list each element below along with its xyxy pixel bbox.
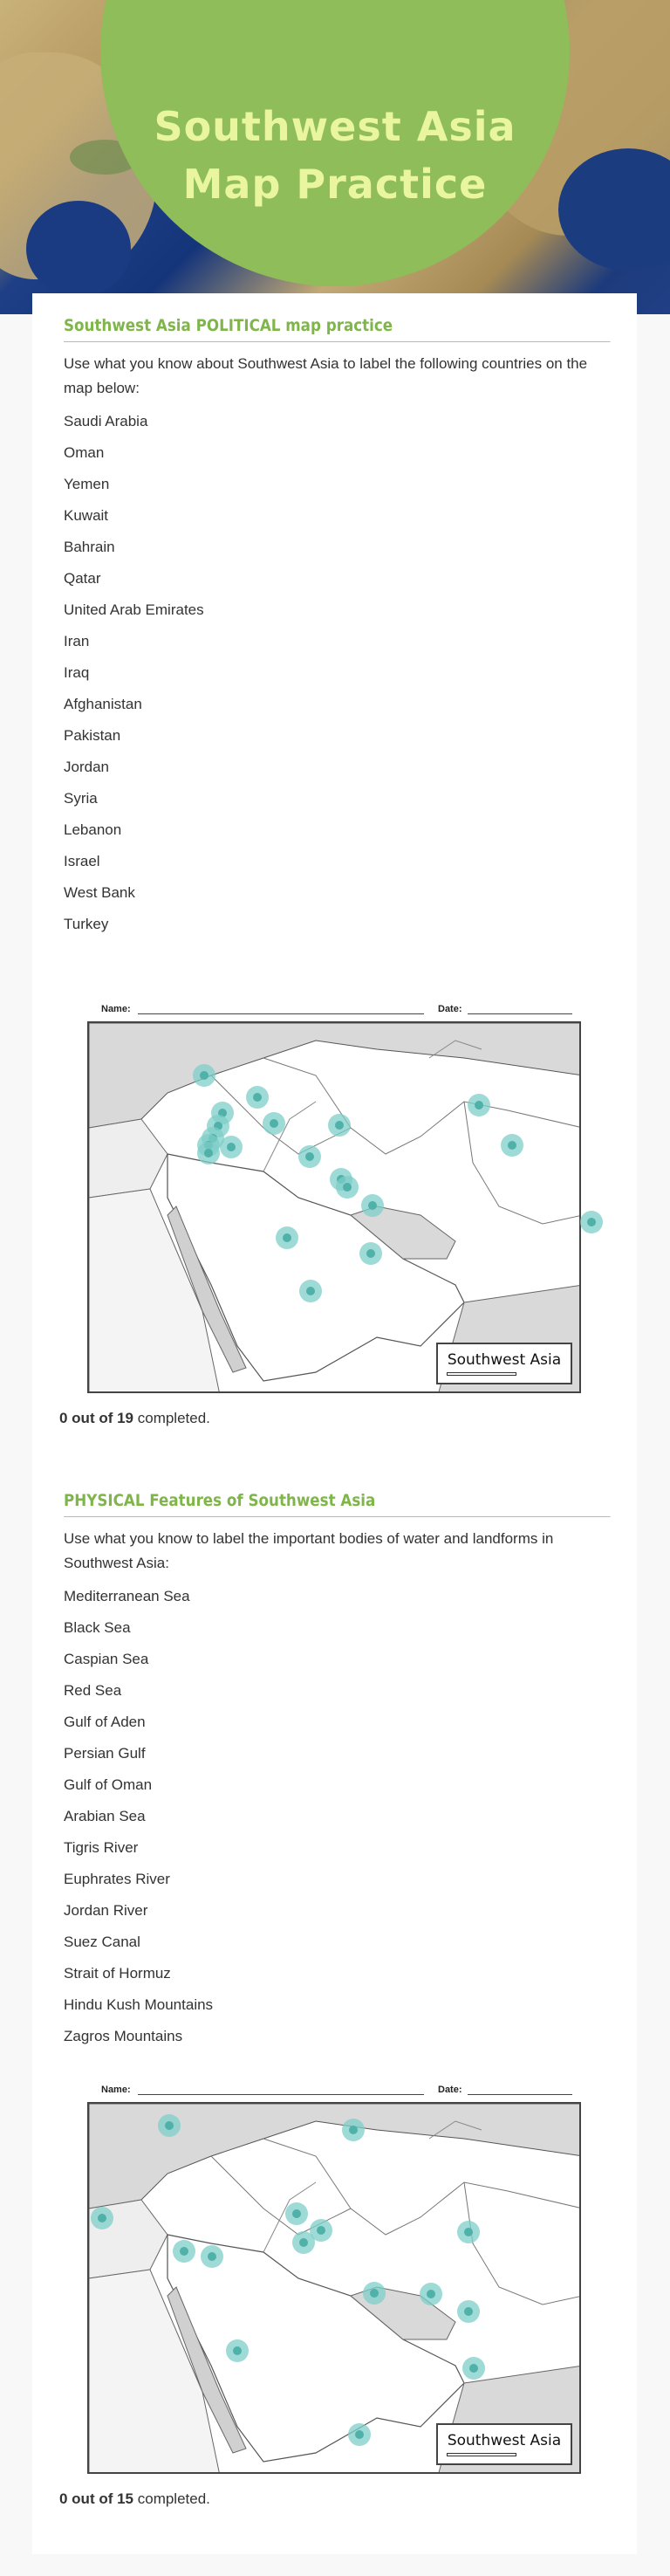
country-item: Jordan (64, 759, 109, 775)
map-hotspot[interactable] (292, 2231, 315, 2254)
map-hotspot[interactable] (220, 1136, 243, 1158)
map-hotspot[interactable] (91, 2207, 113, 2229)
map-legend (436, 2423, 572, 2465)
map-hotspot[interactable] (285, 2202, 308, 2225)
physical-map (87, 2085, 581, 2477)
header-banner (0, 0, 670, 314)
feature-item: Black Sea (64, 1619, 131, 1636)
section-title: PHYSICAL Features of Southwest Asia (64, 1491, 611, 1517)
feature-item: Tigris River (64, 1839, 139, 1856)
map-hotspot[interactable] (580, 1211, 603, 1233)
map-scale (447, 2453, 516, 2456)
feature-item: Gulf of Aden (64, 1714, 146, 1730)
map-outline (89, 1023, 581, 1393)
section-intro: Use what you know about Southwest Asia to label the following countries on the map below: (64, 355, 588, 396)
country-item: West Bank (64, 884, 135, 901)
map-frame (87, 2102, 581, 2474)
date-line (468, 2094, 572, 2095)
map-hotspot[interactable] (299, 1280, 322, 1302)
map-hotspot[interactable] (276, 1226, 298, 1249)
country-item: Qatar (64, 570, 101, 587)
progress-count: 0 out of 15 (59, 2490, 134, 2507)
map-frame (87, 1021, 581, 1393)
political-progress (59, 1410, 210, 1427)
map-header (101, 2085, 572, 2097)
map-hotspot[interactable] (328, 1114, 351, 1137)
map-hotspot[interactable] (201, 2245, 223, 2268)
satellite-sea (26, 201, 131, 297)
feature-item: Strait of Hormuz (64, 1965, 171, 1982)
map-hotspot[interactable] (359, 1242, 382, 1265)
feature-item: Persian Gulf (64, 1745, 146, 1762)
date-line (468, 1013, 572, 1014)
physical-section (64, 1491, 611, 2052)
date-label: Date: (438, 2085, 462, 2095)
feature-item: Red Sea (64, 1682, 122, 1699)
feature-item: Gulf of Oman (64, 1776, 153, 1793)
page-title (100, 98, 570, 213)
country-list (64, 406, 611, 940)
country-item: Oman (64, 444, 105, 461)
country-item: Bahrain (64, 539, 115, 555)
map-outline (89, 2104, 581, 2474)
progress-suffix: completed. (133, 1410, 210, 1426)
map-hotspot[interactable] (457, 2221, 480, 2243)
map-hotspot[interactable] (457, 2300, 480, 2323)
legend-title: Southwest Asia (447, 1351, 562, 1369)
country-item: Pakistan (64, 727, 121, 744)
political-section (64, 316, 611, 940)
name-label: Name: (101, 1004, 131, 1014)
map-hotspot[interactable] (363, 2282, 386, 2305)
country-item: Kuwait (64, 507, 109, 524)
feature-item: Caspian Sea (64, 1651, 149, 1667)
map-hotspot[interactable] (197, 1142, 220, 1164)
map-hotspot[interactable] (263, 1112, 285, 1135)
country-item: Lebanon (64, 821, 122, 838)
legend-title: Southwest Asia (447, 2432, 562, 2449)
country-item: Yemen (64, 476, 110, 492)
map-hotspot[interactable] (298, 1145, 321, 1168)
map-hotspot[interactable] (501, 1134, 523, 1157)
section-intro: Use what you know to label the important bodies of water and landforms in Southwest Asia: (64, 1530, 554, 1571)
date-label: Date: (438, 1004, 462, 1014)
section-title: Southwest Asia POLITICAL map practice (64, 316, 611, 342)
country-item: Turkey (64, 916, 109, 932)
feature-item: Euphrates River (64, 1871, 170, 1887)
feature-item: Zagros Mountains (64, 2028, 183, 2044)
map-hotspot[interactable] (246, 1086, 269, 1109)
map-hotspot[interactable] (336, 1176, 359, 1199)
map-scale (447, 1372, 516, 1376)
map-hotspot[interactable] (226, 2339, 249, 2362)
map-hotspot[interactable] (158, 2114, 181, 2137)
map-hotspot[interactable] (468, 1094, 490, 1116)
name-line (138, 2094, 424, 2095)
country-item: Iran (64, 633, 90, 649)
name-line (138, 1013, 424, 1014)
country-item: Iraq (64, 664, 90, 681)
map-hotspot[interactable] (173, 2240, 195, 2263)
country-item: Israel (64, 853, 100, 869)
country-item: United Arab Emirates (64, 601, 204, 618)
country-item: Syria (64, 790, 98, 807)
feature-item: Jordan River (64, 1902, 148, 1919)
map-legend (436, 1343, 572, 1384)
feature-item: Mediterranean Sea (64, 1588, 190, 1604)
feature-list (64, 1581, 611, 2052)
map-hotspot[interactable] (462, 2357, 485, 2380)
map-header (101, 1004, 572, 1016)
country-item: Afghanistan (64, 696, 142, 712)
page-title-line2: Map Practice (182, 161, 488, 208)
name-label: Name: (101, 2085, 131, 2095)
progress-suffix: completed. (133, 2490, 210, 2507)
map-hotspot[interactable] (342, 2119, 365, 2141)
political-map (87, 1004, 581, 1397)
country-item: Saudi Arabia (64, 413, 148, 429)
map-hotspot[interactable] (361, 1194, 384, 1217)
map-hotspot[interactable] (193, 1064, 215, 1087)
progress-count: 0 out of 19 (59, 1410, 134, 1426)
page-title-line1: Southwest Asia (154, 103, 516, 150)
map-hotspot[interactable] (420, 2283, 442, 2305)
feature-item: Suez Canal (64, 1934, 140, 1950)
feature-item: Hindu Kush Mountains (64, 1996, 214, 2013)
physical-progress (59, 2490, 210, 2508)
feature-item: Arabian Sea (64, 1808, 146, 1824)
map-hotspot[interactable] (348, 2423, 371, 2446)
